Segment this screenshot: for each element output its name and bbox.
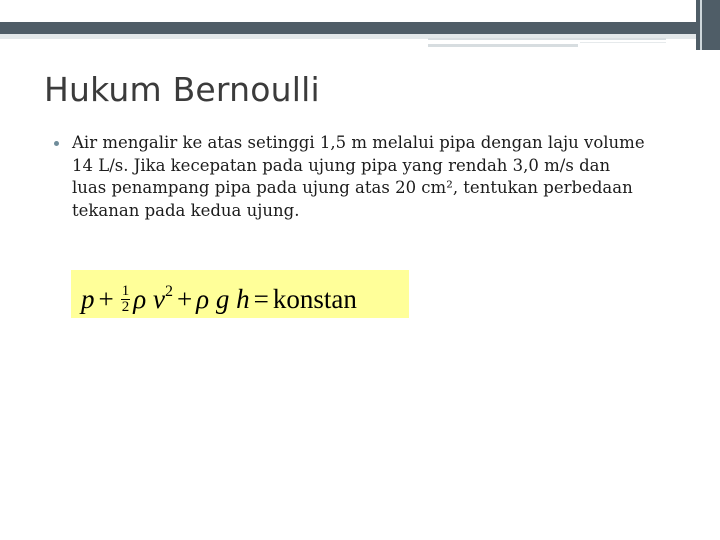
header-band [0,0,720,22]
formula-pressure: p [81,284,95,314]
slide-title: Hukum Bernoulli [44,70,320,109]
formula-equals: = [253,284,269,314]
formula-plus: + [176,284,193,314]
header-accent-line [428,38,666,40]
formula-velocity: v [152,284,165,314]
formula-plus: + [98,284,114,314]
bullet-line: luas penampang pipa pada ujung atas 20 cm², tentukan perbedaan [72,178,633,197]
header-dark-bar [0,22,720,34]
bullet-text [72,132,684,222]
formula-gravity: g [215,284,230,314]
formula-fraction [121,284,131,315]
bullet-line: 14 L/s. Jika kecepatan pada ujung pipa yang rendah 3,0 m/s dan [72,155,611,175]
bullet-line: Air mengalir ke atas setinggi 1,5 m melalui pipa dengan laju volume [72,133,645,152]
bullet-line: tekanan pada kedua ujung. [72,200,300,220]
formula-density: ρ [196,284,210,314]
formula-density: ρ [133,284,147,314]
bernoulli-formula-box [71,270,409,318]
fraction-denominator: 2 [121,299,130,316]
header-corner-divider [700,0,702,50]
formula-height: h [236,284,250,314]
formula-exponent: 2 [164,283,173,300]
formula-constant: konstan [272,284,357,314]
header-accent-line [580,42,666,43]
header-accent-line [428,44,578,47]
fraction-numerator: 1 [121,283,130,300]
bullet-marker [54,141,59,146]
bernoulli-formula [81,276,357,317]
